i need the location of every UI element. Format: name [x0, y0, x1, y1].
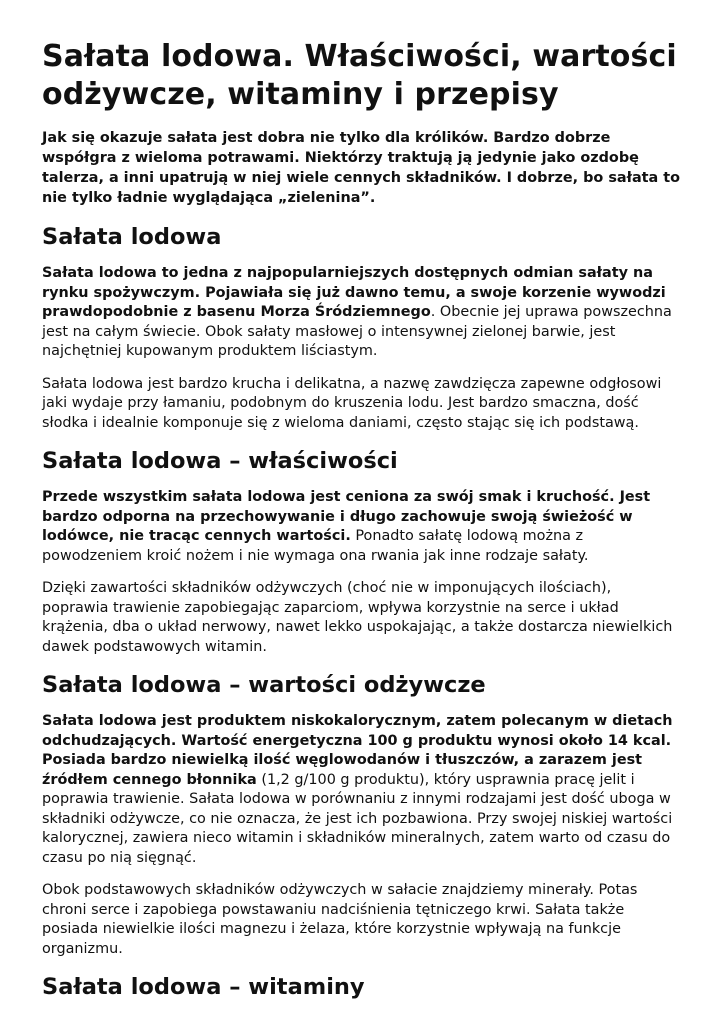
paragraph: [42, 712, 682, 868]
section-heading: Sałata lodowa – wartości odżywcze: [42, 672, 486, 698]
paragraph-text: Dzięki zawartości składników odżywczych (choć nie w imponujących ilościach), poprawia trawienie zapobiegając zaparciom, wpływa korzystnie na serce i układ krążenia, dba o układ nerwowy, nawet lekko uspokajając, a także dostarcza niewielkich dawek podstawowych witamin.: [42, 580, 673, 655]
paragraph: [42, 264, 682, 362]
article-lead: Jak się okazuje sałata jest dobra nie tylko dla królików. Bardzo dobrze współgra z wieloma potrawami. Niektórzy traktują ją jedynie jako ozdobę talerza, a inni upatrują w niej wiele cennych składników. I dobrze, bo sałata to nie tylko ładnie wyglądająca „zielenina”.: [42, 130, 681, 206]
article-title: Sałata lodowa. Właściwości, wartości odżywcze, witaminy i przepisy: [42, 39, 677, 112]
section-wlasciwosci: [42, 446, 682, 657]
paragraph-bold: Sałata lodowa to jedna z najpopularniejszych dostępnych odmian sałaty na rynku spożywczym. Pojawiała się już dawno temu, a swoje korzenie wywodzi prawdopodobnie z basenu Morza Śródziemnego: [42, 265, 666, 320]
section-heading: Sałata lodowa – właściwości: [42, 448, 398, 474]
section-wartosci-odzywcze: [42, 670, 682, 959]
paragraph-text: . Obecnie jej uprawa powszechna jest na całym świecie. Obok sałaty masłowej o intensywnej zielonej barwie, jest najchętniej kupowanym produktem liściastym.: [42, 304, 672, 359]
paragraph-text: Obok podstawowych składników odżywczych w sałacie znajdziemy minerały. Potas chroni serce i zapobiega powstawaniu nadciśnienia tętniczego krwi. Sałata także posiada niewielkie ilości magnezu i żelaza, które korzystnie wpływają na funkcje organizmu.: [42, 882, 638, 957]
section-heading: Sałata lodowa – witaminy: [42, 974, 365, 1000]
paragraph: [42, 579, 682, 657]
paragraph-text: Sałata lodowa jest bardzo krucha i delikatna, a nazwę zawdzięcza zapewne odgłosowi jaki wydaje przy łamaniu, podobnym do kruszenia lodu. Jest bardzo smaczna, dość słodka i idealnie komponuje się z wieloma daniami, często stając się ich podstawą.: [42, 375, 662, 431]
paragraph: [42, 375, 682, 434]
paragraph-bold: Sałata lodowa jest produktem niskokalorycznym, zatem polecanym w dietach odchudzających. Wartość energetyczna 100 g produktu wynosi około 14 kcal. Posiada bardzo niewielką ilość węglowodanów i tłuszczów, a zarazem jest źródłem cennego błonnika: [42, 713, 673, 788]
section-salata-lodowa: [42, 222, 682, 433]
paragraph-bold: Przede wszystkim sałata lodowa jest ceniona za swój smak i kruchość. Jest bardzo odporna na przechowywanie i długo zachowuje swoją świeżość w lodówce, nie tracąc cennych wartości.: [42, 489, 651, 544]
paragraph: [42, 881, 682, 959]
paragraph: [42, 488, 682, 566]
paragraph-text: Ponadto sałatę lodową można z powodzeniem kroić nożem i nie wymaga ona rwania jak inne rodzaje sałaty.: [42, 528, 589, 564]
section-witaminy: [42, 972, 682, 1002]
section-heading: Sałata lodowa: [42, 224, 222, 250]
paragraph-text: (1,2 g/100 g produktu), który usprawnia pracę jelit i poprawia trawienie. Sałata lodowa w porównaniu z innymi rodzajami jest dość uboga w składniki odżywcze, co nie oznacza, że jest ich pozbawiona. Przy swojej niskiej wartości kalorycznej, zawiera nieco witamin i składników mineralnych, zatem warto od czasu do czasu po nią sięgnąć.: [42, 771, 673, 866]
